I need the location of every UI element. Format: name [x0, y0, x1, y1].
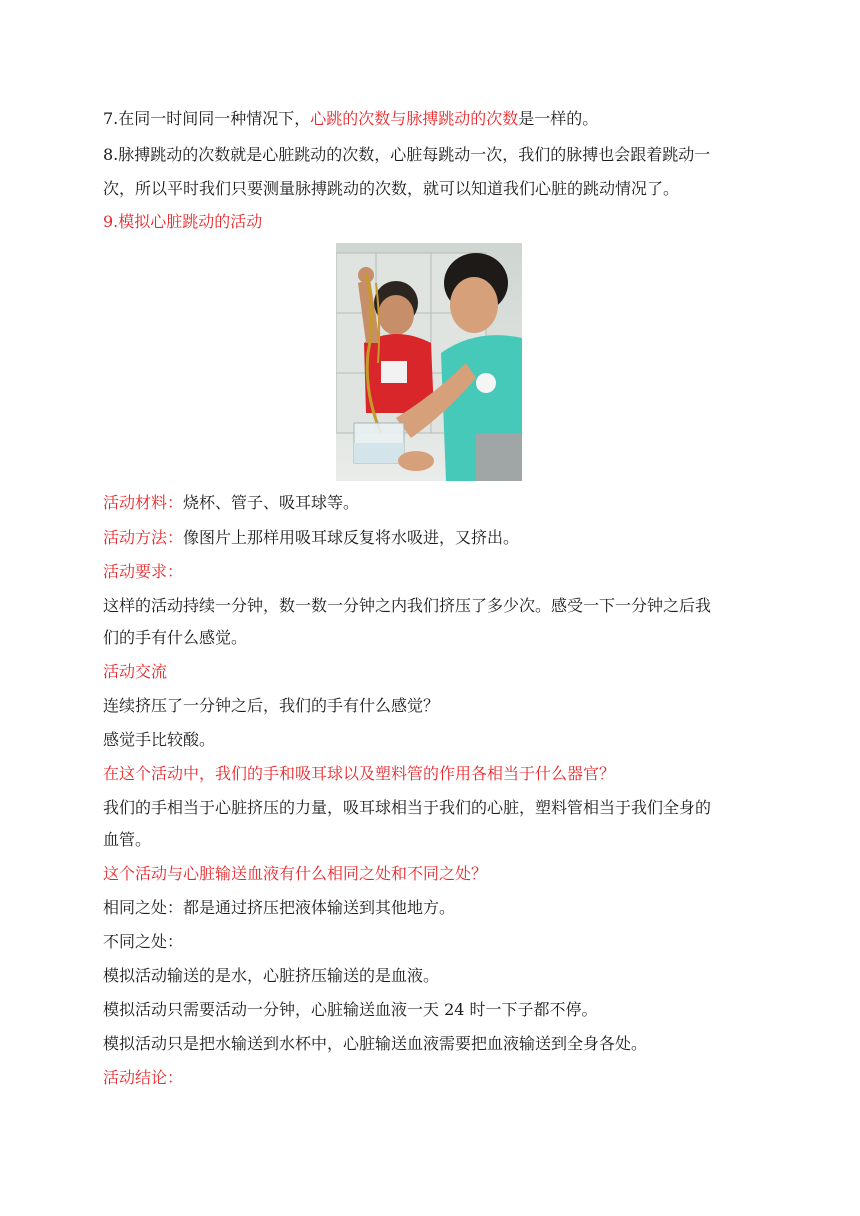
- requirements-label: 活动要求：: [103, 562, 184, 581]
- section-heading-9: 9.模拟心脏跳动的活动: [103, 212, 263, 231]
- exchange-label: 活动交流: [103, 662, 168, 681]
- conclusion-label: 活动结论：: [103, 1068, 184, 1087]
- requirements-line-1: 这样的活动持续一分钟，数一数一分钟之内我们挤压了多少次。感受一下一分钟之后我: [103, 596, 712, 615]
- answer-2-line-1: 我们的手相当于心脏挤压的力量，吸耳球相当于我们的心脏，塑料管相当于我们全身的: [103, 798, 712, 817]
- materials-text: 烧杯、管子、吸耳球等。: [183, 493, 360, 512]
- photo-two-boys-simulating-heartbeat-icon: [336, 243, 522, 481]
- requirements-line-2: 们的手有什么感觉。: [103, 628, 248, 647]
- question-2: 在这个活动中，我们的手和吸耳球以及塑料管的作用各相当于什么器官？: [103, 764, 616, 783]
- similarity-text: 相同之处：都是通过挤压把液体输送到其他地方。: [103, 898, 456, 917]
- method-text: 像图片上那样用吸耳球反复将水吸进，又挤出。: [183, 528, 520, 547]
- answer-1: 感觉手比较酸。: [103, 730, 216, 749]
- point-7: [103, 109, 598, 129]
- question-3: 这个活动与心脏输送血液有什么相同之处和不同之处？: [103, 864, 488, 883]
- difference-2: 模拟活动只需要活动一分钟，心脏输送血液一天 24 时一下子都不停。: [103, 1000, 598, 1019]
- point-7-text-end: 是一样的。: [518, 109, 599, 128]
- activity-photo: [336, 243, 522, 481]
- materials-line: [103, 493, 359, 513]
- method-line: [103, 528, 519, 548]
- point-8-line-1: 8.脉搏跳动的次数就是心脏跳动的次数，心脏每跳动一次，我们的脉搏也会跟着跳动一: [103, 145, 711, 164]
- difference-label: 不同之处：: [103, 932, 184, 951]
- point-7-highlight: 心跳的次数与脉搏跳动的次数: [310, 109, 519, 128]
- difference-1: 模拟活动输送的是水，心脏挤压输送的是血液。: [103, 966, 440, 985]
- materials-label: 活动材料：: [103, 493, 184, 512]
- question-1: 连续挤压了一分钟之后，我们的手有什么感觉？: [103, 696, 440, 715]
- point-8-line-2: 次，所以平时我们只要测量脉搏跳动的次数，就可以知道我们心脏的跳动情况了。: [103, 179, 680, 198]
- difference-3: 模拟活动只是把水输送到水杯中，心脏输送血液需要把血液输送到全身各处。: [103, 1034, 648, 1053]
- answer-2-line-2: 血管。: [103, 830, 152, 849]
- method-label: 活动方法：: [103, 528, 184, 547]
- point-7-text-start: 7.在同一时间同一种情况下，: [103, 109, 311, 128]
